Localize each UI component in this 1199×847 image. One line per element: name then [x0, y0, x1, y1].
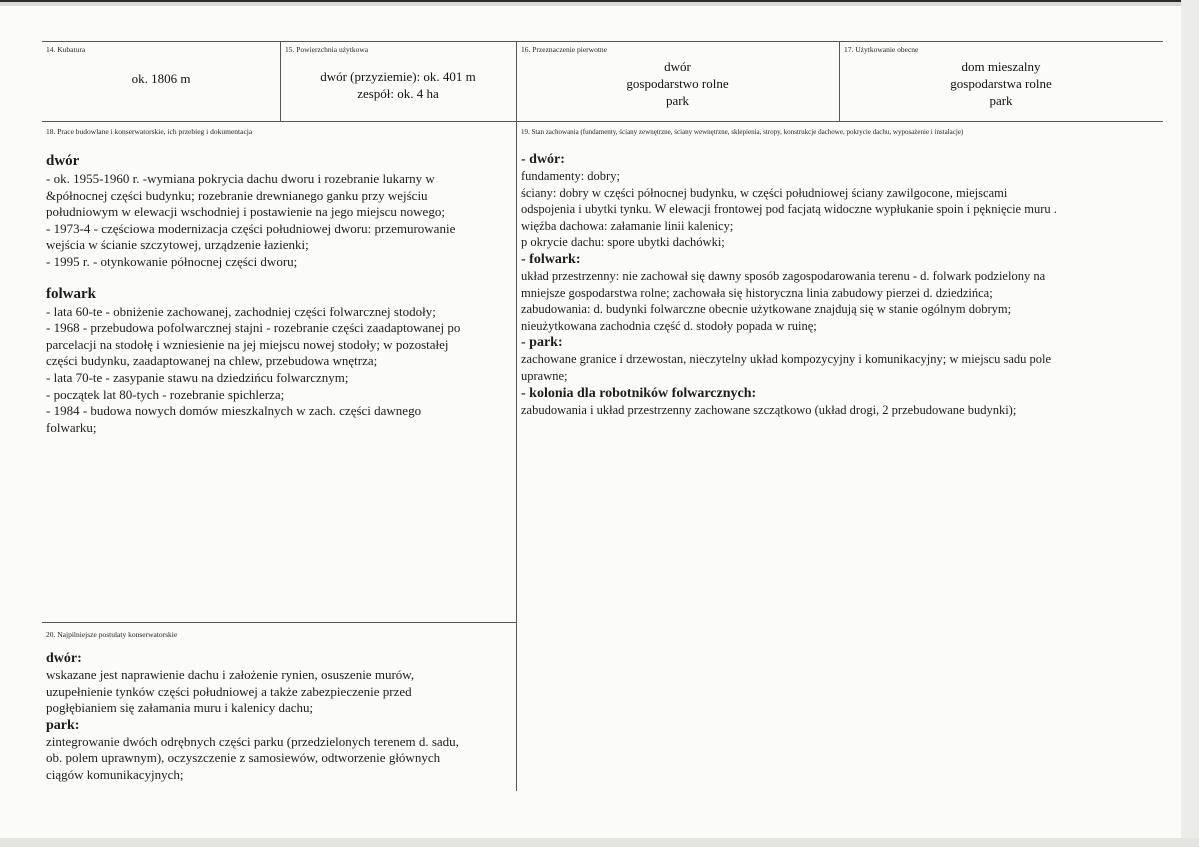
scan-right-edge: [1181, 0, 1199, 847]
przeznaczenie-label: 16. Przeznaczenie pierwotne: [521, 45, 607, 54]
stan-dwor-heading: - dwór:: [521, 152, 565, 167]
dwor-heading: dwór: [46, 153, 80, 169]
przeznaczenie-value: dwór gospodarstwo rolne park: [626, 59, 729, 108]
stan-zachowania-label: 19. Stan zachowania (fundamenty, ściany zewnętrzne, ściany wewnętrzne, sklepienia, stropy, konstrukcje dachowe, pokrycie dachu, wyposażenie i instalacje): [521, 128, 964, 136]
stan-folwark-heading: - folwark:: [521, 251, 581, 267]
powierzchnia-label: 15. Powierzchnia użytkowa: [285, 45, 369, 54]
kubatura-value: ok. 1806 m: [131, 71, 191, 86]
uzytkowanie-label: 17. Użytkowanie obecne: [844, 45, 919, 54]
prace-budowlane-label: 18. Prace budowlane i konserwatorskie, ich przebieg i dokumentacja: [46, 127, 253, 136]
grid-line-row2: [42, 622, 516, 623]
stan-kolonia-heading: - kolonia dla robotników folwarcznych:: [521, 385, 757, 401]
stan-park-heading: - park:: [521, 335, 563, 351]
postulaty-dwor-heading: dwór:: [46, 651, 82, 666]
postulaty-label: 20. Najpilniejsze postulaty konserwatorskie: [46, 630, 178, 639]
kubatura-label: 14. Kubatura: [46, 45, 86, 54]
scan-top-band: [0, 0, 1199, 6]
uzytkowanie-value: dom mieszalny gospodarstwa rolne park: [950, 59, 1052, 108]
folwark-heading: folwark: [46, 285, 96, 302]
grid-line-col2: [516, 41, 517, 791]
postulaty-park-heading: park:: [46, 717, 80, 733]
powierzchnia-value: dwór (przyziemie): ok. 401 m zespół: ok. 4 ha: [320, 69, 476, 101]
grid-line-top: [42, 41, 1163, 42]
grid-line-row1: [42, 121, 1163, 122]
prace-budowlane-content: dwór - ok. 1955-1960 r. -wymiana pokrycia dachu dworu i rozebranie lukarny w &północnej części budynku; rozebranie drewnianego ganku przy wejściu południowym w elewacji wschodniej i postawienie na jego miejscu nowego; - 1973-4 - częściowa modernizacja części południowej dworu: przemurowanie wejścia w ścianie szczytowej, urządzenie łazienki; - 1995 r. - otynkowanie północnej części dworu; folwark - lata 60-te - obniżenie zachowanej, zachodniej części folwarcznej stodoły; - 1968 - przebudowa pofolwarcznej stajni - rozebranie części zaadaptowanej po parcelacji na stodołę i wzniesienie na jej miejscu nowej stodoły; w pozostałej części budynku, zaadaptowanej na chlew, przebudowa wnętrza; - lata 70-te - zasypanie stawu na dziedzińcu folwarcznym; - początek lat 80-tych - rozebranie spichlerza; - 1984 - budowa nowych domów mieszkalnych w zach. części dawnego folwarku;: [46, 152, 512, 436]
postulaty-content: dwór: wskazane jest naprawienie dachu i założenie rynien, osuszenie murów, uzupełnienie tynków części południowej a także zabezpieczenie przed pogłębianiem się załamania muru i kalenicy dachu; park: zintegrowanie dwóch odrębnych części parku (przedzielonych terenem d. sadu, ob. polem uprawnym), oczyszczenie z samosiewów, odtworzenie głównych ciągów komunikacyjnych;: [46, 650, 512, 784]
scan-bottom-edge: [0, 838, 1199, 847]
stan-zachowania-content: - dwór: fundamenty: dobry; ściany: dobry w części północnej budynku, w części południowej ściany zawilgocone, miejscami odspojenia i ubytki tynku. W elewacji frontowej pod facjatą widoczne wypłukanie spoin i pęknięcie muru . więźba dachowa: załamanie linii kalenicy; p okrycie dachu: spore ubytki dachówki; - folwark: układ przestrzenny: nie zachował się dawny sposób zagospodarowania terenu - d. folwark podzielony na mniejsze gospodarstwa rolne; zachowała się historyczna linia zabudowy pierzei d. dziedzińca; zabudowania: d. budynki folwarczne obecnie użytkowane znajdują się w stanie ogólnym dobrym; nieużytkowana zachodnia część d. stodoły popada w ruinę; - park: zachowane granice i drzewostan, nieczytelny układ kompozycyjny i komunikacyjny; w miejscu sadu pole uprawne; - kolonia dla robotników folwarcznych: zabudowania i układ przestrzenny zachowane szczątkowo (układ drogi, 2 przebudowane budynki);: [521, 151, 1161, 418]
